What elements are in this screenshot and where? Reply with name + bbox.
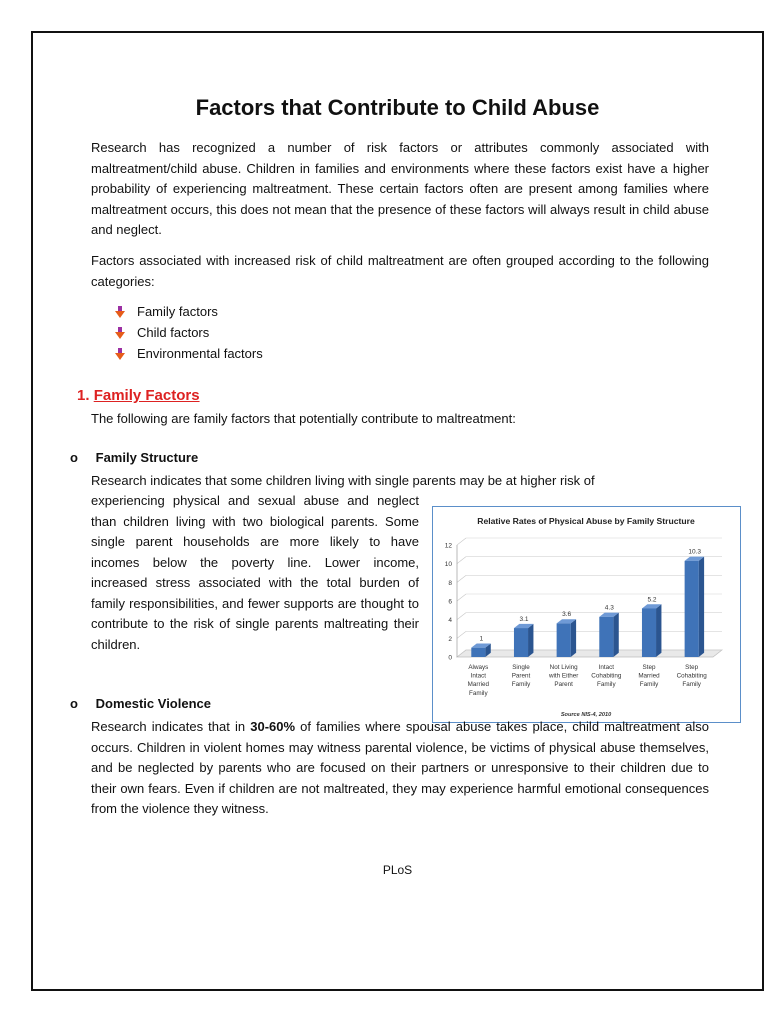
x-tick-label: Step <box>685 664 699 671</box>
list-item <box>115 343 263 364</box>
x-tick-label: Cohabiting <box>591 672 622 680</box>
bar <box>557 623 571 657</box>
bar-chart <box>432 506 741 723</box>
domestic-violence-heading <box>70 696 211 711</box>
domestic-violence-paragraph <box>91 717 709 820</box>
data-label: 3.1 <box>519 615 529 623</box>
y-tick-label: 12 <box>444 542 452 550</box>
bar <box>599 617 613 657</box>
gridline-depth <box>457 631 466 638</box>
x-tick-label: Parent <box>554 681 573 689</box>
x-tick-label: Not Living <box>549 664 578 671</box>
bullet-icon: o <box>70 450 78 465</box>
list-item-label: Environmental factors <box>137 346 263 361</box>
x-tick-label: Intact <box>470 672 487 680</box>
subheading-label: Family Structure <box>95 450 199 465</box>
y-tick-label: 6 <box>448 598 452 606</box>
x-tick-label: Cohabiting <box>676 672 707 680</box>
y-tick-label: 4 <box>448 617 452 625</box>
dv-percentage: 30-60% <box>250 719 296 734</box>
y-tick-label: 10 <box>444 561 452 569</box>
categories-list <box>115 301 263 364</box>
list-item <box>115 301 263 322</box>
x-tick-label: Intact <box>598 664 615 671</box>
gridline-depth <box>457 575 466 582</box>
family-structure-first-line: Research indicates that some children living with single parents may be at higher risk of <box>91 473 595 488</box>
dv-text-after: of families where spousal abuse takes place, child maltreatment also occurs. Children in violent homes may witness parental violence, be victims of physical abuse themselves, and be neglected by parents who are focused on their partners or unresponsive to their children due to their own fears. Even if children are not maltreated, they may experience harmful emotional consequences from the violence they witness. <box>91 719 709 816</box>
x-tick-label: Family <box>639 681 659 689</box>
dv-text-before: Research indicates that in <box>91 719 251 734</box>
bar-side <box>528 624 533 657</box>
arrow-down-icon <box>115 306 125 318</box>
x-tick-label: with Either <box>548 672 579 680</box>
arrow-down-icon <box>115 348 125 360</box>
y-tick-label: 0 <box>448 654 452 662</box>
x-tick-label: Always <box>468 664 489 671</box>
x-tick-label: Family <box>682 681 701 689</box>
list-item <box>115 322 263 343</box>
bar <box>471 648 485 657</box>
arrow-down-icon <box>115 327 125 339</box>
bar-side <box>656 604 661 657</box>
family-structure-heading <box>70 450 198 465</box>
y-tick-label: 8 <box>448 579 452 587</box>
x-tick-label: Married <box>467 681 490 689</box>
chart-svg <box>433 507 739 721</box>
footer-label: PLoS <box>382 863 413 877</box>
x-tick-label: Married <box>638 672 660 680</box>
bar-side <box>571 619 576 657</box>
intro-paragraph: Research has recognized a number of risk factors or attributes commonly associated with maltreatment/child abuse. Children in families and environments where these factors exist have a higher probability of experiencing maltreatment. These certain factors often are present among families where maltreatment occurs, this does not mean that the presence of these factors will always result in child abuse and neglect. <box>91 140 709 237</box>
x-tick-label: Single <box>512 664 530 671</box>
bar <box>685 561 699 657</box>
data-label: 10.3 <box>688 548 701 556</box>
section-heading <box>77 387 200 404</box>
list-item-label: Child factors <box>137 325 210 340</box>
data-label: 3.6 <box>562 611 572 619</box>
x-tick-label: Step <box>642 664 656 671</box>
y-tick-label: 2 <box>448 635 452 643</box>
family-structure-body: experiencing physical and sexual abuse and neglect than children living with two biological parents. Some single parent households are more likely to have incomes below the poverty line. Lower income, increased stress associated with the total burden of family responsibilities, and fewer supports are thought to contribute to the risk of single parents maltreating their children. <box>91 493 419 652</box>
subheading-label: Domestic Violence <box>95 696 211 711</box>
gridline-depth <box>457 557 466 564</box>
chart-floor <box>457 650 722 657</box>
chart-source: Source NIS-4, 2010 <box>560 712 612 718</box>
x-tick-label: Family <box>597 681 616 689</box>
chart-title: Relative Rates of Physical Abuse by Family Structure <box>477 516 695 526</box>
gridline-depth <box>457 613 466 620</box>
gridline-depth <box>457 594 466 601</box>
x-tick-label: Family <box>511 681 531 689</box>
section-intro: The following are family factors that potentially contribute to maltreatment: <box>91 411 516 426</box>
document-page <box>31 31 764 991</box>
bar <box>642 608 656 657</box>
x-tick-label: Family <box>469 689 488 697</box>
bar-side <box>613 613 618 657</box>
page-title: Factors that Contribute to Child Abuse <box>195 95 600 120</box>
data-label: 1 <box>479 635 484 643</box>
data-label: 5.2 <box>647 596 657 604</box>
x-tick-label: Parent <box>511 672 531 680</box>
bullet-icon: o <box>70 696 78 711</box>
bar-side <box>699 557 704 657</box>
section-number: 1. <box>77 387 90 404</box>
list-item-label: Family factors <box>137 304 218 319</box>
gridline-depth <box>457 538 466 545</box>
section-title: Family Factors <box>93 387 200 404</box>
bar <box>514 628 528 657</box>
data-label: 4.3 <box>604 604 614 612</box>
categories-intro: Factors associated with increased risk of child maltreatment are often grouped according to the following categories: <box>91 253 709 289</box>
